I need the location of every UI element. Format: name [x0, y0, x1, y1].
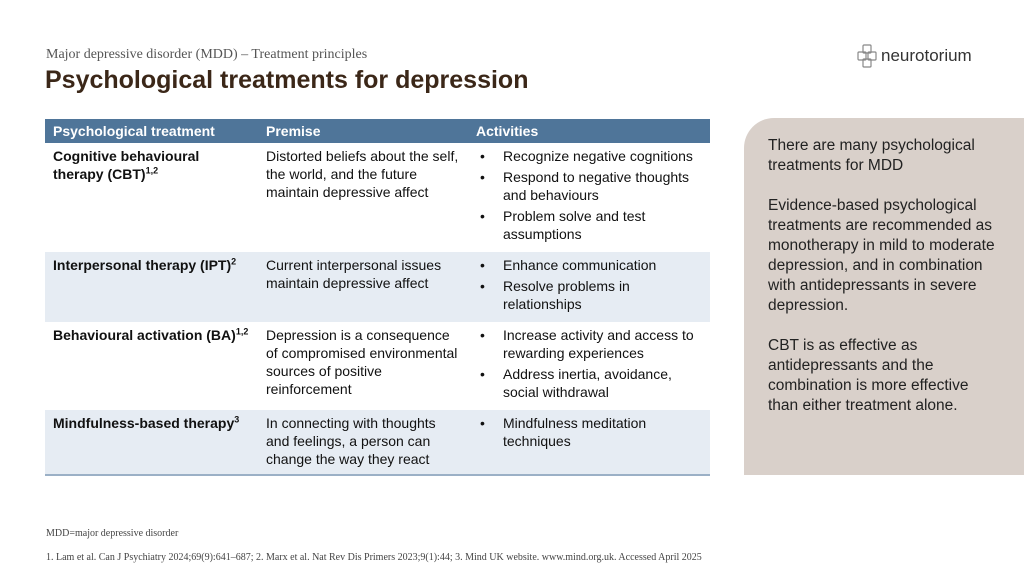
reference-superscript: 1,2: [145, 165, 159, 176]
activity-item: • Recognize negative cognitions: [476, 147, 702, 165]
activity-item: • Address inertia, avoidance, social withdrawal: [476, 365, 702, 401]
treatment-name: Cognitive behavioural therapy (CBT): [53, 148, 200, 182]
neurotorium-logo-icon: [857, 44, 877, 68]
activity-item: • Enhance communication: [476, 256, 702, 274]
key-point: CBT is as effective as antidepressants and the combination is more effective than either treatment alone.: [768, 337, 969, 414]
treatment-name-cell: [45, 322, 258, 410]
key-point: Evidence-based psychological treatments are recommended as monotherapy in mild to moderate depression, and in combination with antidepressants in severe depression.: [768, 197, 995, 314]
logo-text: neurotorium: [881, 46, 972, 65]
treatment-name-cell: [45, 410, 258, 475]
activities-list: [476, 326, 702, 401]
reference-superscript: 1,2: [235, 326, 249, 337]
key-points-box: [744, 118, 1024, 475]
table-row: [45, 143, 710, 252]
treatment-name: Behavioural activation (BA): [53, 327, 236, 343]
activity-item: • Problem solve and test assumptions: [476, 207, 702, 243]
treatment-name: Interpersonal therapy (IPT): [53, 257, 232, 273]
activity-item: • Resolve problems in relationships: [476, 277, 702, 313]
key-point: There are many psychological treatments for MDD: [768, 137, 975, 174]
activities-list: [476, 256, 702, 313]
premise-cell: Distorted beliefs about the self, the world, and the future maintain depressive affect: [266, 148, 459, 200]
activity-item: • Increase activity and access to rewarding experiences: [476, 326, 702, 362]
activities-cell: [468, 410, 710, 475]
activities-list: [476, 414, 702, 450]
abbreviation-footnote: MDD=major depressive disorder: [46, 528, 179, 539]
activities-list: [476, 147, 702, 243]
references-footnote: 1. Lam et al. Can J Psychiatry 2024;69(9):641–687; 2. Marx et al. Nat Rev Dis Primers 2023;9(1):44; 3. Mind UK website. www.mind.org.uk. Accessed April 2025: [46, 552, 702, 563]
table-row: [45, 322, 710, 410]
slide-title: Psychological treatments for depression: [45, 66, 529, 94]
treatment-name-cell: [45, 252, 258, 322]
activity-item: • Mindfulness meditation techniques: [476, 414, 702, 450]
column-header: Premise: [258, 119, 468, 143]
column-header: Psychological treatment: [45, 119, 258, 143]
reference-superscript: 2: [231, 256, 237, 267]
premise-cell: Depression is a consequence of compromised environmental sources of positive reinforcement: [266, 327, 458, 397]
treatment-name-cell: [45, 143, 258, 252]
premise-cell: Current interpersonal issues maintain depressive affect: [258, 252, 468, 322]
activities-cell: [468, 143, 710, 252]
reference-superscript: 3: [234, 414, 240, 425]
logo: [857, 44, 972, 68]
activities-cell: [468, 322, 710, 410]
treatment-name: Mindfulness-based therapy: [53, 415, 235, 431]
column-header: Activities: [468, 119, 710, 143]
slide-subtitle: Major depressive disorder (MDD) – Treatment principles: [46, 47, 368, 62]
premise-cell: In connecting with thoughts and feelings, a person can change the way they react: [258, 410, 468, 475]
activities-cell: [468, 252, 710, 322]
table-row: [45, 410, 710, 475]
table-row: [45, 252, 710, 322]
activity-item: • Respond to negative thoughts and behaviours: [476, 168, 702, 204]
treatments-table: [45, 119, 710, 476]
